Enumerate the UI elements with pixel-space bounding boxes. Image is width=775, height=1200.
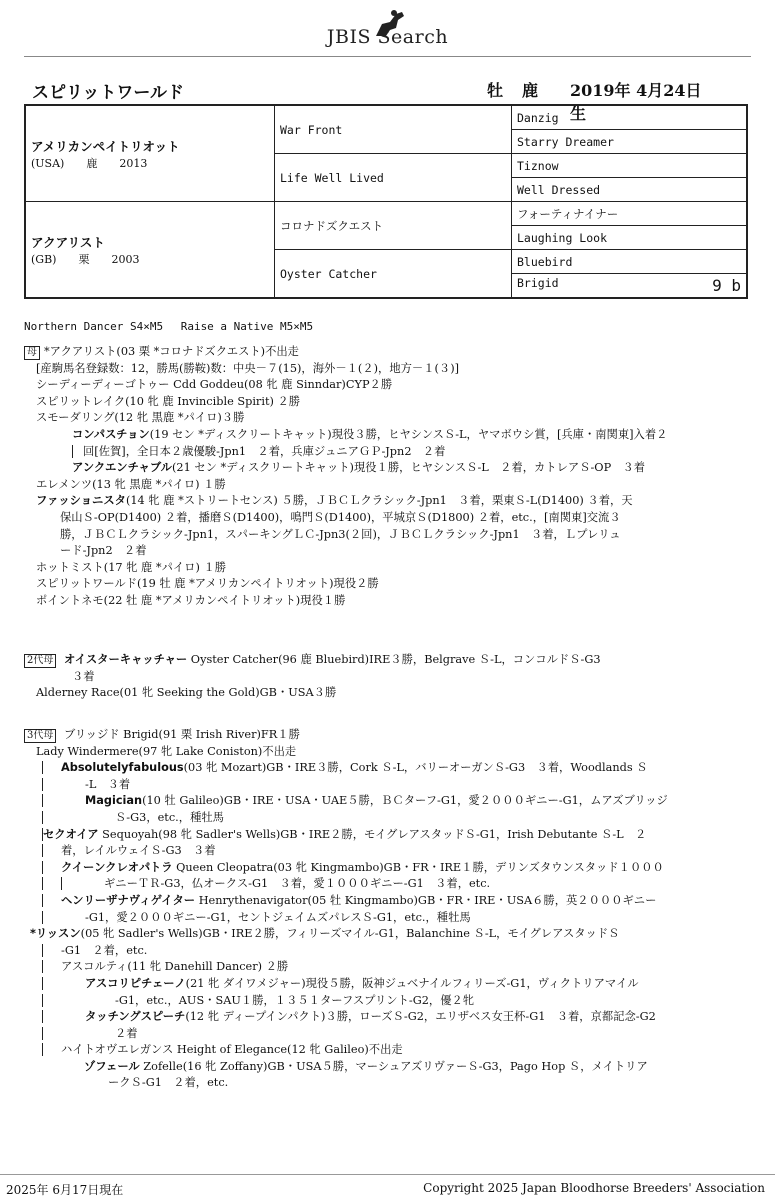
g3-line-21: ークＳ-G1 ２着，etc.: [108, 1076, 229, 1090]
g3-line-1: Lady Windermere(97 牝 Lake Coniston)不出走: [36, 744, 297, 758]
family-number: 9 b: [712, 276, 741, 295]
dam-line-12: ード-Jpn2 ２着: [60, 544, 147, 558]
dam-bold-0[interactable]: コンパスチョン: [72, 427, 150, 441]
g3-line-19: ハイトオヴエレガンス Height of Elegance(12 牝 Galileo)不出走: [42, 1043, 403, 1056]
pedigree-dds[interactable]: Bluebird: [512, 250, 748, 274]
pedigree-table: [24, 104, 748, 299]
g2-line-2: ３着: [72, 669, 95, 683]
g3-line-7: 着，レイルウェイＳ-G3 ３着: [42, 844, 216, 857]
section-tag-g2: 2代母: [24, 654, 56, 668]
jbis-logo[interactable]: [0, 8, 775, 48]
dam-bold-2[interactable]: ファッショニスタ: [36, 494, 126, 508]
dam-line-11: 勝，ＪＢＣＬクラシック-Jpn1，スパーキングＬＣ-Jpn3(２回)，ＪＢＣＬクラシック-Jpn1 ３着，Ｌプレリュ: [60, 527, 621, 541]
dam-line-4: スモーダリング(12 牝 黒鹿 *パイロ)３勝: [36, 411, 245, 425]
pedigree-dss[interactable]: フォーティナイナー: [512, 202, 748, 226]
g3-line-15: (21 牝 ダイワメジャー)現役５勝，阪神ジュベナイルフィリーズ-G1，ヴィクトリアマイル: [185, 976, 639, 990]
g3-line-3: -L ３着: [42, 778, 130, 791]
pedigree-sdd[interactable]: Well Dressed: [512, 178, 748, 202]
pedigree-sd[interactable]: Life Well Lived: [275, 154, 512, 202]
horse-color: 鹿: [522, 81, 539, 100]
g3-line-18: ２着: [42, 1027, 138, 1040]
g3-bold-3[interactable]: クイーンクレオパトラ: [61, 860, 173, 874]
dam-line-6: 回[佐賀]，全日本２歳優駿-Jpn1 ２着，兵庫ジュニアＧＰ-Jpn2 ２着: [72, 445, 445, 458]
g3-line-4: (10 牡 Galileo)GB・IRE・USA・UAE５勝，ＢＣターフ-G1，愛２０００ギニー-G1，ムアズブリッジ: [142, 794, 668, 808]
dam-line-13: ホットミスト(17 牝 鹿 *パイロ) １勝: [36, 560, 227, 574]
g3-bold-0[interactable]: Absolutelyfabulous: [61, 761, 184, 775]
g3-bold-6[interactable]: アスコリピチェーノ: [85, 976, 186, 990]
horse-birthdate: 2019年 4月24日生: [570, 81, 702, 123]
pedigree-dsd[interactable]: Laughing Look: [512, 226, 748, 250]
second-dam-section: [24, 652, 751, 702]
g3-line-6: Sequoyah(98 牝 Sadler's Wells)GB・IRE２勝，モイグレアスタッドＳ-G1，Irish Debutante Ｓ-L ２: [98, 827, 647, 841]
pedigree-dd[interactable]: Oyster Catcher: [275, 250, 512, 299]
inbreeding-line: Northern Dancer S4×M5 Raise a Native M5×M5: [24, 320, 314, 333]
footer-copyright: Copyright 2025 Japan Bloodhorse Breeders' Association: [423, 1181, 765, 1195]
pedigree-ddd[interactable]: [512, 274, 748, 299]
pedigree-dam[interactable]: [25, 202, 275, 299]
g3-bold-2[interactable]: セクオイア: [43, 827, 99, 841]
dam-line-2: シーディーディーゴトゥー Cdd Goddeu(08 牝 鹿 Sinndar)CYP２勝: [36, 378, 393, 392]
pedigree-sds[interactable]: Tiznow: [512, 154, 748, 178]
g3-line-5: Ｓ-G3，etc.，種牡馬: [42, 811, 224, 824]
g3-bold-1[interactable]: Magician: [85, 794, 143, 808]
pedigree-ss[interactable]: War Front: [275, 105, 512, 154]
dam-line-15: ポイントネモ(22 牡 鹿 *アメリカンペイトリオット)現役１勝: [36, 593, 346, 607]
section-tag-dam: 母: [24, 346, 40, 360]
horse-rider-icon: [372, 8, 408, 38]
dam-line-7: (21 セン *ディスクリートキャット)現役１勝，ヒヤシンスＳ-L ２着，カトレアＳ-OP ３着: [171, 461, 646, 475]
g3-line-9: ギニーＴＲ-G3，仏オークス-G1 ３着，愛１０００ギニー-G1 ３着，etc.: [61, 877, 490, 890]
g3-line-10: Henrythenavigator(05 牡 Kingmambo)GB・FR・IRE・USA６勝，英２０００ギニー: [195, 893, 657, 907]
third-dam-section: [24, 727, 751, 1092]
logo-text: JBIS Search: [326, 26, 449, 48]
g3-bold-8[interactable]: ゾフェール: [84, 1059, 140, 1073]
section-tag-g3: 3代母: [24, 729, 56, 743]
g3-bold-7[interactable]: タッチングスピーチ: [85, 1010, 186, 1024]
g3-line-20: Zofelle(16 牝 Zoffany)GB・USA５勝，マーシュアズリヴァーＳ-G3，Pago Hop Ｓ，メイトリア: [139, 1059, 648, 1073]
footer-date: 2025年 6月17日現在: [6, 1183, 124, 1197]
dam-info: (GB) 栗 2003: [31, 252, 140, 266]
dam-line-5: (19 セン *ディスクリートキャット)現役３勝，ヒヤシンスＳ-L，ヤマボウシ賞，[兵庫・南関東]入着２: [149, 427, 668, 441]
dam-line-3: スピリットレイク(10 牝 鹿 Invincible Spirit) ２勝: [36, 394, 301, 408]
dam-name: アクアリスト: [31, 234, 105, 250]
pedigree-sire[interactable]: [25, 105, 275, 202]
dam-bold-1[interactable]: アンクエンチャブル: [72, 461, 172, 475]
dam-line-9: (14 牝 鹿 *ストリートセンス) ５勝，ＪＢＣＬクラシック-Jpn1 ３着，栗東Ｓ-L(D1400) ３着，天: [125, 494, 633, 508]
ddd-name: Brigid: [517, 276, 559, 290]
g3-line-14: アスコルティ(11 牝 Danehill Dancer) ２勝: [42, 960, 288, 973]
g3-line-13: -G1 ２着，etc.: [42, 944, 147, 957]
g3-line-8: Queen Cleopatra(03 牝 Kingmambo)GB・FR・IRE１勝，デリンズタウンスタッド１０００: [172, 860, 664, 874]
g3-line-11: -G1，愛２０００ギニー-G1，セントジェイムズパレスＳ-G1，etc.，種牡馬: [42, 911, 471, 924]
g2-name[interactable]: オイスターキャッチャー: [63, 653, 188, 666]
g3-line-0: ブリッジド Brigid(91 栗 Irish River)FR１勝: [63, 728, 300, 741]
g3-line-16: -G1，etc.，AUS・SAU１勝，１３５１ターフスプリント-G2，優２牝: [42, 994, 474, 1007]
dam-section: [24, 344, 751, 610]
dam-line-14: スピリットワールド(19 牡 鹿 *アメリカンペイトリオット)現役２勝: [36, 577, 379, 591]
horse-sex: 牡: [487, 81, 504, 100]
pedigree-sss[interactable]: Danzig: [512, 105, 748, 130]
g3-line-2: (03 牝 Mozart)GB・IRE３勝，Cork Ｓ-L，バリーオーガンＳ-G3 ３着，Woodlands Ｓ: [183, 761, 648, 775]
sire-info: (USA) 鹿 2013: [31, 156, 148, 170]
g3-line-17: (12 牝 ディープインパクト)３勝，ローズＳ-G2，エリザベス女王杯-G1 ３着，京都記念-G2: [185, 1010, 656, 1024]
footer-divider: [0, 1174, 775, 1175]
dam-line-8: エレメンツ(13 牝 黒鹿 *パイロ) １勝: [36, 477, 226, 491]
g3-bold-4[interactable]: ヘンリーザナヴィゲイター: [61, 893, 196, 907]
pedigree-ds[interactable]: コロナドズクエスト: [275, 202, 512, 250]
dam-line-10: 保山Ｓ-OP(D1400) ２着，播磨Ｓ(D1400)，鳴門Ｓ(D1400)，平城京Ｓ(D1800) ２着，etc.，[南関東]交流３: [60, 510, 621, 524]
g3-bold-5[interactable]: *リッスン: [30, 927, 81, 941]
g3-line-12: (05 牝 Sadler's Wells)GB・IRE２勝，フィリーズマイル-G1，Balanchine Ｓ-L，モイグレアスタッドＳ: [80, 927, 620, 941]
sire-name: アメリカンペイトリオット: [31, 138, 180, 154]
dam-line-1: [産駒馬名登録数：12，勝馬(勝鞍)数：中央－７(15)，海外－１(２)，地方－１(３)]: [36, 361, 460, 375]
pedigree-ssd[interactable]: Starry Dreamer: [512, 130, 748, 154]
g2-line-3: Alderney Race(01 牝 Seeking the Gold)GB・USA３勝: [36, 686, 337, 700]
horse-name: スピリットワールド: [32, 83, 184, 103]
header-divider: [24, 56, 751, 57]
dam-line-0: *アクアリスト(03 栗 *コロナドズクエスト)不出走: [44, 345, 299, 358]
g2-line-1: Oyster Catcher(96 鹿 Bluebird)IRE３勝，Belgrave Ｓ-L，コンコルドＳ-G3: [187, 653, 601, 666]
